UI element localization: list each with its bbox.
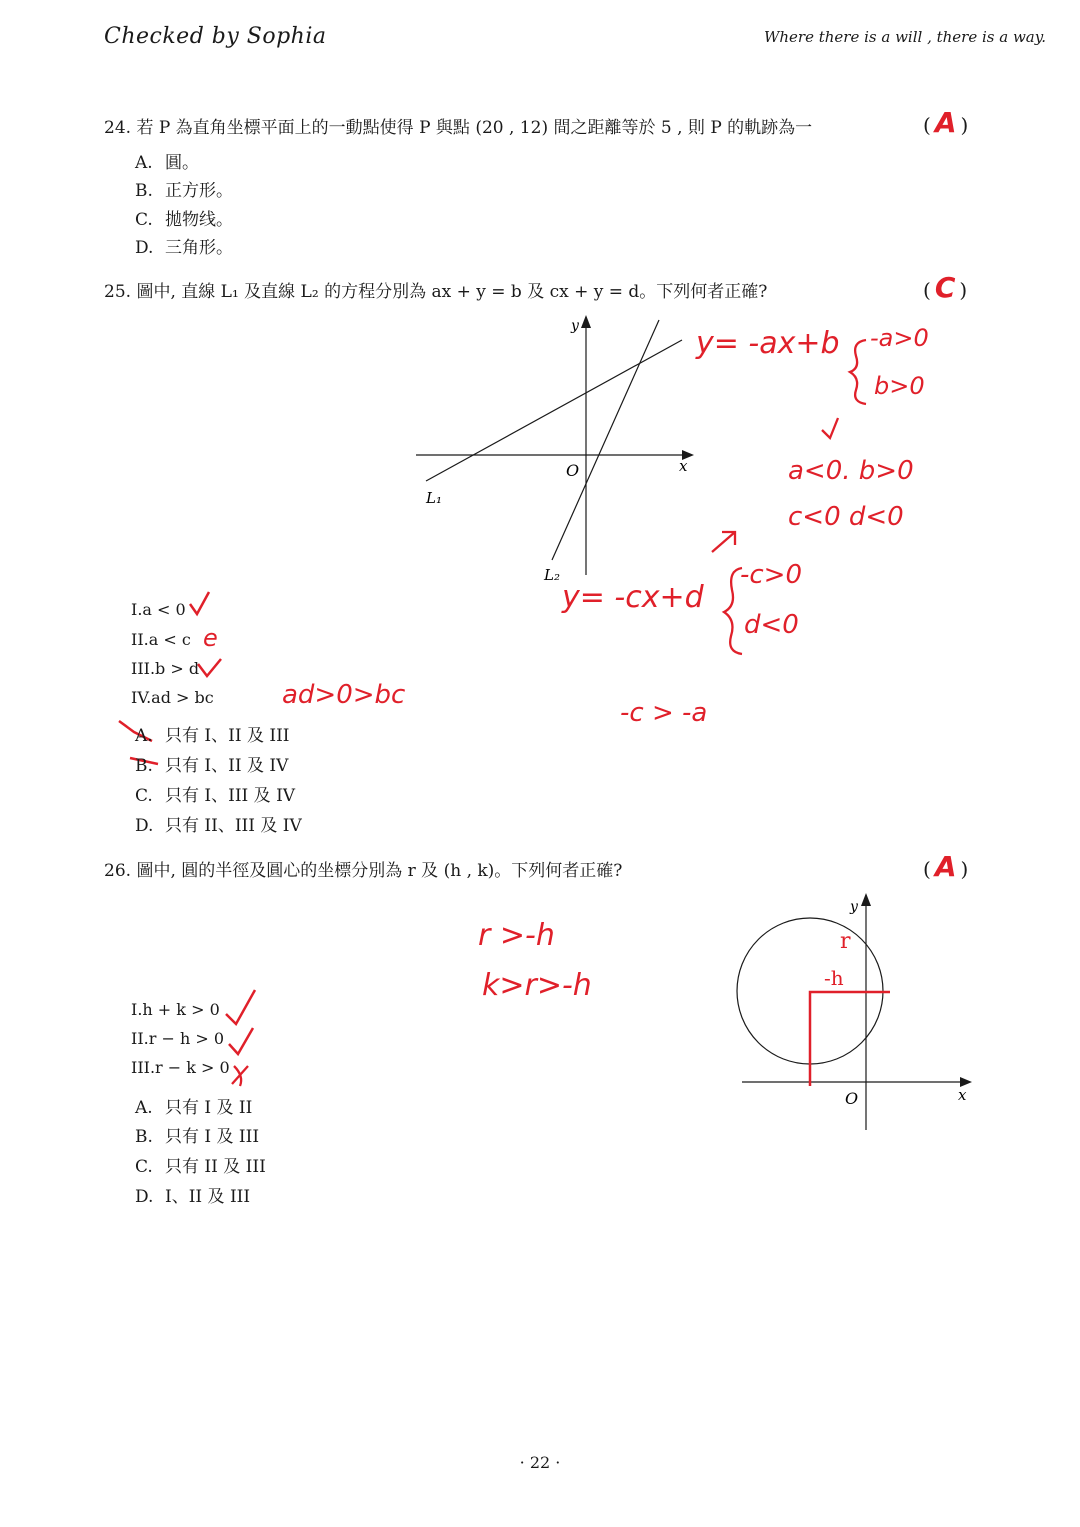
q25-note-cond1b: b>0 (874, 372, 925, 400)
cross-icon (232, 1066, 248, 1086)
q26-note-2: k>r>-h (482, 968, 592, 1003)
q25-note-cond2a: -c>0 (740, 560, 803, 590)
q25-option-d: D. 只有 II、III 及 IV (135, 816, 302, 836)
header-right: Where there is a will , there is a way. (763, 28, 1046, 46)
q25-note-res1: a<0. b>0 (788, 456, 914, 486)
header-left: Checked by Sophia (104, 24, 327, 49)
q26-option-d: D. I、II 及 III (135, 1187, 251, 1207)
q26-y-arrow (861, 893, 871, 906)
q25-statement-1: I.a < 0 (131, 600, 186, 619)
q26-red-h: -h (824, 966, 844, 990)
q24-answer-box: ( A ) (923, 106, 969, 139)
brace-icon (850, 340, 866, 404)
q25-statement-2: II.a < c (131, 630, 191, 649)
q25-answer-box: ( C ) (923, 271, 968, 304)
q26-statement-3: III.r − k > 0 (131, 1058, 230, 1077)
q26-answer-box: ( A ) (923, 850, 969, 883)
q25-note-eq2: y= -cx+d (562, 580, 704, 615)
check-icon (229, 1028, 253, 1054)
q25-question: 25. 圖中, 直線 L₁ 及直線 L₂ 的方程分別為 ax + y = b 及 cx + y = d。下列何者正確? (104, 282, 768, 302)
q25-x-label: x (679, 457, 688, 475)
arrow-up-icon (712, 532, 735, 552)
q25-statement-3: III.b > d (131, 659, 200, 678)
q26-option-c: C. 只有 II 及 III (135, 1157, 266, 1177)
q25-statement-4: IV.ad > bc (131, 688, 214, 707)
q25-l2-label: L₂ (544, 566, 560, 584)
q25-y-arrow (581, 315, 591, 328)
q25-l1-label: L₁ (426, 489, 442, 507)
q26-question: 26. 圖中, 圓的半徑及圓心的坐標分別為 r 及 (h , k)。下列何者正確? (104, 861, 623, 881)
q26-statement-2: II.r − h > 0 (131, 1029, 225, 1048)
q24-option-d: D. 三角形。 (135, 238, 233, 258)
q26-origin-label: O (845, 1089, 859, 1108)
q25-option-c: C. 只有 I、III 及 IV (135, 786, 296, 806)
check-icon (226, 990, 255, 1024)
q26-x-label: x (958, 1086, 967, 1104)
q24-option-a: A. 圓。 (135, 153, 199, 173)
q25-answer: C (934, 271, 956, 304)
page-number: · 22 · (519, 1453, 561, 1472)
q26-statement-1: I.h + k > 0 (131, 1000, 220, 1019)
q25-line-l1 (426, 340, 682, 481)
q25-note-cond2b: d<0 (744, 610, 799, 640)
q26-note-1: r >-h (478, 918, 555, 953)
q25-origin-label: O (566, 461, 580, 480)
q24-question: 24. 若 P 為直角坐標平面上的一動點使得 P 與點 (20 , 12) 間之距離等於 5 , 則 P 的軌跡為一 (104, 118, 813, 138)
q24-option-c: C. 拋物线。 (135, 210, 233, 230)
q26-option-b: B. 只有 I 及 III (135, 1127, 260, 1147)
q26-y-label: y (850, 899, 858, 915)
q25-note-res2: c<0 d<0 (788, 502, 904, 532)
q25-note-ca: -c > -a (620, 698, 708, 728)
q26-option-a: A. 只有 I 及 II (135, 1098, 253, 1118)
q24-option-b: B. 正方形。 (135, 181, 233, 201)
q26-red-r: r (840, 929, 851, 954)
q25-option-b: B. 只有 I、II 及 IV (135, 756, 289, 776)
q25-y-label: y (571, 318, 579, 334)
q25-note-cond1a: -a>0 (870, 324, 929, 352)
q25-red-mark-ii: e (203, 624, 218, 652)
q24-answer: A (934, 106, 957, 139)
arrow-down-icon (822, 418, 838, 438)
q26-red-radius-lines (810, 992, 890, 1086)
q25-option-a: A. 只有 I、II 及 III (135, 726, 290, 746)
q25-note-eq1: y= -ax+b (696, 326, 840, 361)
check-icon (198, 659, 221, 676)
q26-answer: A (934, 850, 957, 883)
check-icon (190, 592, 209, 614)
q25-note-ad: ad>0>bc (282, 680, 406, 710)
q25-line-l2 (552, 320, 659, 560)
